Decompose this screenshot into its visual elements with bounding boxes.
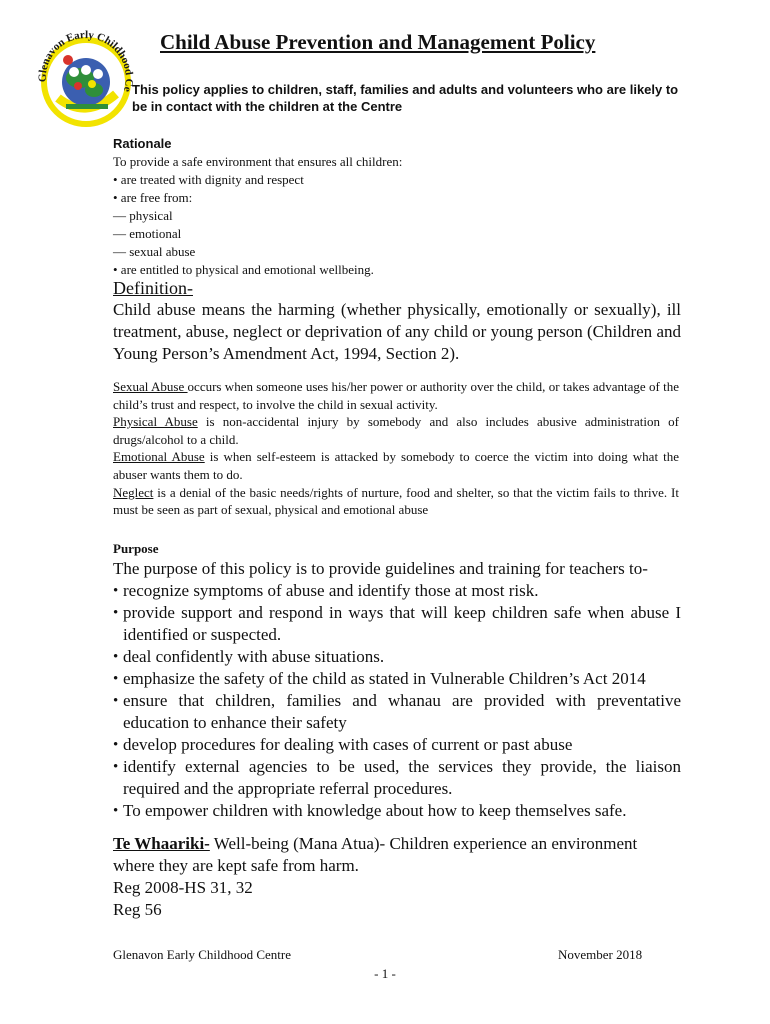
centre-logo: [28, 20, 138, 130]
abuse-term: Emotional Abuse: [113, 449, 205, 465]
footer-date: November 2018: [558, 947, 643, 962]
rationale-line: — sexual abuse: [113, 244, 196, 259]
regulation-reference: Reg 2008-HS 31, 32: [113, 878, 253, 897]
abuse-type-emotional: [113, 448, 679, 483]
policy-scope: This policy applies to children, staff, families and adults and volunteers who are likely to be in contact with the children at the Centre: [132, 82, 679, 114]
rationale-line: • are free from:: [113, 190, 193, 205]
regulation-reference: Reg 56: [113, 900, 162, 919]
abuse-description: is non-accidental injury by somebody and also includes abusive administration of drugs/alcohol to a child.: [113, 414, 679, 447]
abuse-types-section: [113, 378, 679, 519]
rationale-line: To provide a safe environment that ensures all children:: [113, 154, 403, 169]
purpose-item: • identify external agencies to be used, the services they provide, the liaison required and the appropriate referral procedures.: [113, 756, 681, 800]
purpose-heading: Purpose: [113, 541, 159, 556]
purpose-item: • emphasize the safety of the child as stated in Vulnerable Children’s Act 2014: [113, 668, 681, 690]
footer-centre-name: Glenavon Early Childhood Centre: [113, 947, 291, 962]
te-whaariki-statement: [113, 833, 681, 877]
purpose-intro: The purpose of this policy is to provide guidelines and training for teachers to-: [113, 559, 648, 578]
purpose-item: • recognize symptoms of abuse and identify those at most risk.: [113, 580, 681, 602]
rationale-line: — emotional: [113, 226, 182, 241]
definition-section: [113, 277, 681, 365]
purpose-list: [113, 580, 681, 822]
definition-heading: Definition-: [113, 278, 193, 298]
abuse-description: is a denial of the basic needs/rights of nurture, food and shelter, so that the victim fails to thrive. It must be seen as part of sexual, physical and emotional abuse: [113, 484, 679, 518]
rationale-section: [113, 135, 683, 279]
rationale-line: • are treated with dignity and respect: [113, 172, 304, 187]
purpose-item: • ensure that children, families and whanau are provided with preventative education to enhance their safety: [113, 690, 681, 734]
rationale-heading: Rationale: [113, 136, 172, 151]
purpose-item: • deal confidently with abuse situations.: [113, 646, 681, 668]
page-title: Child Abuse Prevention and Management Policy: [160, 30, 596, 54]
abuse-type-physical: [113, 413, 679, 448]
page-number: - 1 -: [374, 966, 396, 981]
purpose-item: • develop procedures for dealing with cases of current or past abuse: [113, 734, 681, 756]
purpose-section: [113, 540, 681, 822]
abuse-term: Sexual Abuse: [113, 379, 188, 394]
logo-text: Glenavon Early Childhood Ce: [36, 29, 135, 94]
abuse-term: Physical Abuse: [113, 414, 198, 430]
rationale-line: — physical: [113, 208, 173, 223]
rationale-line: • are entitled to physical and emotional wellbeing.: [113, 262, 374, 277]
purpose-item: • provide support and respond in ways that will keep children safe when abuse I identified or suspected.: [113, 602, 681, 646]
abuse-type-sexual: [113, 378, 679, 413]
definition-text: Child abuse means the harming (whether physically, emotionally or sexually), ill treatment, abuse, neglect or deprivation of any child or young person (Children and Young Person’s Amendment Act, 1994, Section 2).: [113, 300, 681, 363]
abuse-description: occurs when someone uses his/her power or authority over the child, or takes advantage of the child’s trust and respect, to involve the child in sexual activity.: [113, 379, 679, 412]
te-whaariki-text: Well-being (Mana Atua)- Children experience an environment where they are kept safe from harm.: [113, 834, 638, 875]
abuse-type-neglect: [113, 484, 679, 519]
te-whaariki-section: [113, 833, 681, 921]
abuse-description: is when self-esteem is attacked by somebody to coerce the victim into doing what the abuser wants them to do.: [113, 449, 679, 482]
te-whaariki-label: Te Whaariki-: [113, 834, 210, 853]
purpose-item: • To empower children with knowledge about how to keep themselves safe.: [113, 800, 681, 822]
abuse-term: Neglect: [113, 484, 154, 500]
